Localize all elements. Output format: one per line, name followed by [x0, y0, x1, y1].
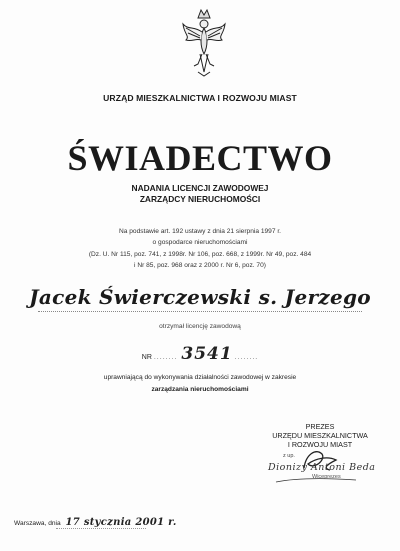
scope-line-1: uprawniającą do wykonywania działalności zawodowej w zakresie — [103, 374, 297, 381]
subtitle-line-1: NADANIA LICENCJI ZAWODOWEJ — [131, 183, 269, 193]
license-number: 3541 — [181, 344, 233, 364]
nr-lead-dots: ........ — [153, 354, 178, 361]
scope-line-2: zarządzania nieruchomościami — [151, 385, 249, 393]
signatory-title-2: URZĘDU MIESZKALNICTWA — [272, 431, 368, 440]
signatory-title-3: I ROZWOJU MIAST — [287, 440, 353, 449]
subtitle-line-2: ZARZĄDCY NIERUCHOMOŚCI — [139, 194, 261, 204]
legal-basis-line-3: (Dz. U. Nr 115, poz. 741, z 1998r. Nr 106, poz. 668, z 1999r. Nr 49, poz. 484 — [88, 250, 312, 258]
legal-basis-line-2: o gospodarce nieruchomościami — [152, 239, 248, 247]
ministry-name: URZĄD MIESZKALNICTWA I ROZWOJU MIAST — [103, 93, 297, 103]
legal-basis — [0, 226, 400, 271]
issue-date: 17 stycznia 2001 r. — [65, 517, 177, 528]
legal-basis-line-4: i Nr 85, poz. 968 oraz z 2000 r. Nr 6, poz. 70) — [134, 261, 266, 269]
signer-name: Dionizy Antoni Beda — [268, 462, 376, 473]
place-date — [14, 517, 177, 528]
name-underline — [38, 311, 362, 312]
license-number-row — [0, 344, 400, 364]
polish-eagle-emblem — [180, 6, 228, 80]
on-behalf-label: z up. — [283, 453, 295, 459]
nr-label: NR — [141, 354, 152, 361]
legal-basis-line-1: Na podstawie art. 192 ustawy z dnia 21 sierpnia 1997 r. — [118, 228, 281, 235]
nr-trail-dots: ........ — [234, 354, 259, 361]
license-scope — [0, 372, 400, 395]
date-prefix: Warszawa, dnia — [14, 520, 61, 527]
signatory-title-1: PREZES — [305, 422, 335, 431]
received-license-text: otrzymał licencję zawodową — [159, 323, 241, 330]
date-underline — [56, 528, 146, 529]
document-subtitle — [0, 183, 400, 205]
signer-role: Wiceprezes — [312, 474, 341, 480]
holder-name: Jacek Świerczewski s. Jerzego — [29, 285, 371, 309]
document-title: ŚWIADECTWO — [67, 138, 333, 178]
